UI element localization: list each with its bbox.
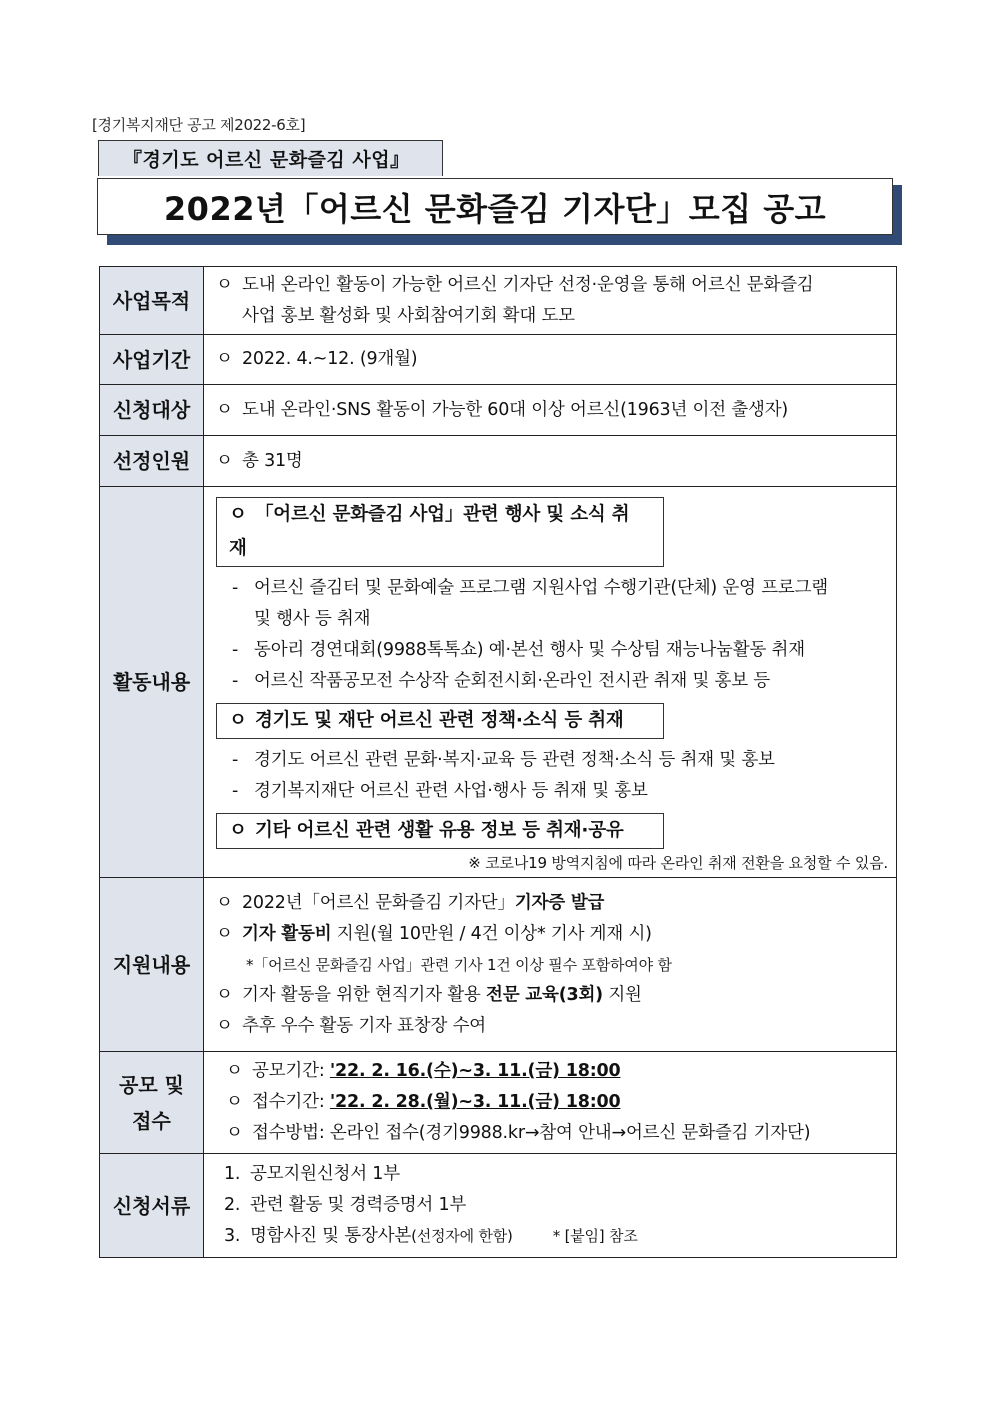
row-quota: 선정인원 ㅇ 총 31명 <box>100 436 897 487</box>
label-quota: 선정인원 <box>100 436 204 487</box>
row-activity: 활동내용 ㅇ 「어르신 문화즐김 사업」관련 행사 및 소식 취재 - 어르신 즐김터 및 문화예술 프로그램 지원사업 수행기관(단체) 운영 프로그램 및 행사 등 취재 - 동아리 경연대회(9988톡톡쇼) 예·본선 행사 및 수상팀 재능나눔활동 취재 - 어르신 작품공모전 수상작 순회전시회·온라인 전시관 취재 및 홍보 등 ㅇ 경기도 및 재단 어르신 관련 정책·소식 등 취재 - 경기도 어르신 관련 문화·복지·교육 등 관련 정책·소식 등 취재 및 홍보 - 경기복지재단 어르신 관련 사업·행사 등 취재 및 홍보 ㅇ 기타 어르신 관련 생활 유용 정보 등 취재·공유 ※ 코로나19 방역지침에 따라 온라인 취재 전환을 요청할 수 있음. <box>100 487 897 878</box>
apply-receipt-period: 접수기간: '22. 2. 28.(월)~3. 11.(금) 18:00 <box>252 1092 621 1112</box>
notice-number: [경기복지재단 공고 제2022-6호] <box>92 116 306 134</box>
activity-item: 어르신 즐김터 및 문화예술 프로그램 지원사업 수행기관(단체) 운영 프로그램 <box>254 578 829 598</box>
purpose-text: 도내 온라인 활동이 가능한 어르신 기자단 선정·운영을 통해 어르신 문화즐김 <box>242 274 814 295</box>
activity-item: 경기복지재단 어르신 관련 사업·행사 등 취재 및 홍보 <box>254 781 648 801</box>
activity-item: 동아리 경연대회(9988톡톡쇼) 예·본선 행사 및 수상팀 재능나눔활동 취재 <box>254 640 805 660</box>
notice-table <box>99 266 897 1258</box>
target-text: 도내 온라인·SNS 활동이 가능한 60대 이상 어르신(1963년 이전 출생자) <box>242 399 789 420</box>
support-line-2: 기자 활동비 지원(월 10만원 / 4건 이상* 기사 게재 시) <box>242 923 652 944</box>
apply-method: 접수방법: 온라인 접수(경기9988.kr→참여 안내→어르신 문화즐김 기자단) <box>252 1123 811 1143</box>
support-note: *「어르신 문화즐김 사업」관련 기사 1건 이상 필수 포함하여야 함 <box>246 955 672 974</box>
row-docs: 신청서류 1. 공모지원신청서 1부 2. 관련 활동 및 경력증명서 1부 3. 명함사진 및 통장사본(선정자에 한함) * [붙임] 참조 <box>100 1154 897 1258</box>
doc-item: 공모지원신청서 1부 <box>250 1164 400 1184</box>
page-title: 2022년「어르신 문화즐김 기자단」모집 공고 <box>97 178 893 235</box>
doc-item: 관련 활동 및 경력증명서 1부 <box>250 1195 467 1215</box>
doc-item: 명함사진 및 통장사본(선정자에 한함) * [붙임] 참조 <box>250 1226 638 1246</box>
purpose-text-cont: 사업 홍보 활성화 및 사회참여기회 확대 도모 <box>242 305 575 326</box>
label-activity: 활동내용 <box>100 487 204 878</box>
support-line-4: 추후 우수 활동 기자 표창장 수여 <box>242 1015 486 1036</box>
support-line-1: 2022년「어르신 문화즐김 기자단」기자증 발급 <box>242 892 605 913</box>
row-period: 사업기간 ㅇ 2022. 4.~12. (9개월) <box>100 335 897 385</box>
activity-section-3: ㅇ 기타 어르신 관련 생활 유용 정보 등 취재·공유 <box>216 813 664 849</box>
label-docs: 신청서류 <box>100 1154 204 1258</box>
row-support: 지원내용 ㅇ 2022년「어르신 문화즐김 기자단」기자증 발급 ㅇ 기자 활동비 지원(월 10만원 / 4건 이상* 기사 게재 시) *「어르신 문화즐김 사업」관련 기사 1건 이상 필수 포함하여야 함 ㅇ 기자 활동을 위한 현직기자 활용 전문 교육(3회) 지원 ㅇ 추후 우수 활동 기자 표창장 수여 <box>100 878 897 1052</box>
period-text: 2022. 4.~12. (9개월) <box>242 349 418 369</box>
label-target: 신청대상 <box>100 385 204 436</box>
activity-note: ※ 코로나19 방역지침에 따라 온라인 취재 전환을 요청할 수 있음. <box>468 854 888 872</box>
label-support: 지원내용 <box>100 878 204 1052</box>
label-purpose: 사업목적 <box>100 267 204 335</box>
quota-text: 총 31명 <box>242 450 303 471</box>
apply-period: 공모기간: '22. 2. 16.(수)~3. 11.(금) 18:00 <box>252 1061 621 1081</box>
row-purpose: 사업목적 ㅇ 도내 온라인 활동이 가능한 어르신 기자단 선정·운영을 통해 어르신 문화즐김 사업 홍보 활성화 및 사회참여기회 확대 도모 <box>100 267 897 335</box>
activity-section-2: ㅇ 경기도 및 재단 어르신 관련 정책·소식 등 취재 <box>216 703 664 739</box>
label-apply: 공모 및 접수 <box>100 1052 204 1154</box>
activity-item: 어르신 작품공모전 수상작 순회전시회·온라인 전시관 취재 및 홍보 등 <box>254 671 771 691</box>
activity-item: 경기도 어르신 관련 문화·복지·교육 등 관련 정책·소식 등 취재 및 홍보 <box>254 750 775 770</box>
activity-section-1: ㅇ 「어르신 문화즐김 사업」관련 행사 및 소식 취재 <box>216 497 664 567</box>
row-target: 신청대상 ㅇ 도내 온라인·SNS 활동이 가능한 60대 이상 어르신(1963년 이전 출생자) <box>100 385 897 436</box>
program-subtitle: 『경기도 어르신 문화즐김 사업』 <box>98 140 443 176</box>
label-period: 사업기간 <box>100 335 204 385</box>
support-line-3: 기자 활동을 위한 현직기자 활용 전문 교육(3회) 지원 <box>242 984 642 1005</box>
activity-item-cont: 및 행사 등 취재 <box>254 609 371 629</box>
row-apply: 공모 및 접수 ㅇ 공모기간: '22. 2. 16.(수)~3. 11.(금) 18:00 ㅇ 접수기간: '22. 2. 28.(월)~3. 11.(금) 18:00 ㅇ 접수방법: 온라인 접수(경기9988.kr→참여 안내→어르신 문화즐김 기자단) <box>100 1052 897 1154</box>
